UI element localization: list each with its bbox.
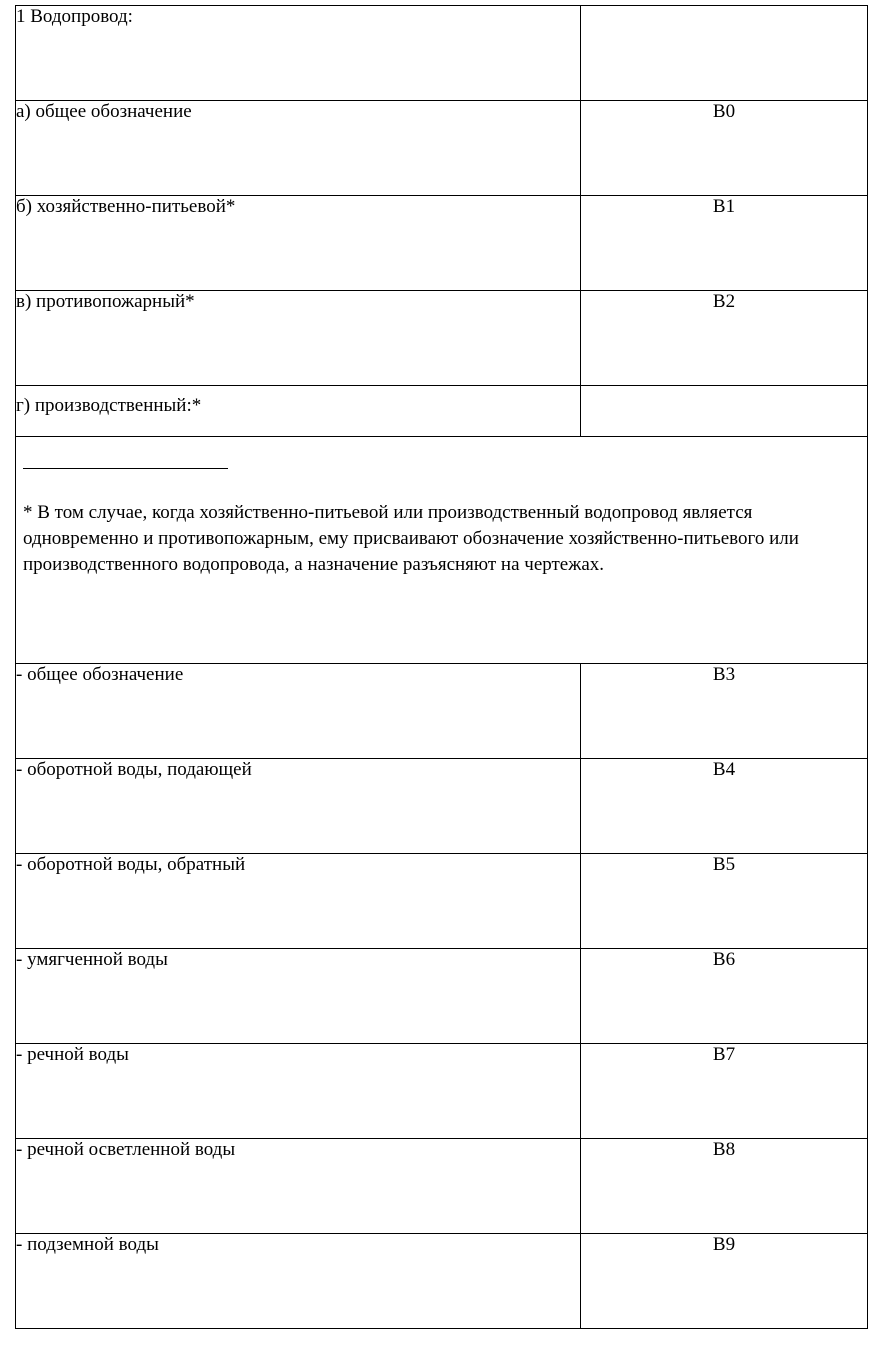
row-name: - подземной воды bbox=[16, 1234, 581, 1329]
row-code: В4 bbox=[581, 759, 868, 854]
table-row bbox=[16, 759, 868, 854]
row-name: - оборотной воды, обратный bbox=[16, 854, 581, 949]
row-name: - оборотной воды, подающей bbox=[16, 759, 581, 854]
table-row bbox=[16, 196, 868, 291]
table-row bbox=[16, 1139, 868, 1234]
row-code: В3 bbox=[581, 664, 868, 759]
row-code: В0 bbox=[581, 101, 868, 196]
footnote-row bbox=[16, 437, 868, 664]
row-code: В8 bbox=[581, 1139, 868, 1234]
table-row bbox=[16, 6, 868, 101]
table-row bbox=[16, 101, 868, 196]
row-name: - речной воды bbox=[16, 1044, 581, 1139]
row-name: а) общее обозначение bbox=[16, 101, 581, 196]
table-row bbox=[16, 949, 868, 1044]
table-row bbox=[16, 854, 868, 949]
row-code: В6 bbox=[581, 949, 868, 1044]
row-code: В7 bbox=[581, 1044, 868, 1139]
row-code: В9 bbox=[581, 1234, 868, 1329]
row-code: В2 bbox=[581, 291, 868, 386]
row-name: б) хозяйственно-питьевой* bbox=[16, 196, 581, 291]
table-row bbox=[16, 291, 868, 386]
row-code: В1 bbox=[581, 196, 868, 291]
row-code bbox=[581, 6, 868, 101]
row-name: - умягченной воды bbox=[16, 949, 581, 1044]
row-name: в) противопожарный* bbox=[16, 291, 581, 386]
footnote-cell bbox=[16, 437, 868, 664]
row-code bbox=[581, 386, 868, 437]
row-name: - речной осветленной воды bbox=[16, 1139, 581, 1234]
table-row bbox=[16, 386, 868, 437]
row-name: - общее обозначение bbox=[16, 664, 581, 759]
row-code: В5 bbox=[581, 854, 868, 949]
row-name: 1 Водопровод: bbox=[16, 6, 581, 101]
table-row bbox=[16, 664, 868, 759]
footnote-separator bbox=[23, 468, 228, 469]
row-name: г) производственный:* bbox=[16, 386, 581, 437]
designation-table bbox=[15, 5, 868, 1329]
table-row bbox=[16, 1044, 868, 1139]
table-row bbox=[16, 1234, 868, 1329]
footnote-text: * В том случае, когда хозяйственно-питьевой или производственный водопровод является одновременно и противопожарным, ему присваивают обозначение хозяйственно-питьевого или производственного водопровода, а назначение разъясняют на чертежах. bbox=[23, 502, 799, 575]
